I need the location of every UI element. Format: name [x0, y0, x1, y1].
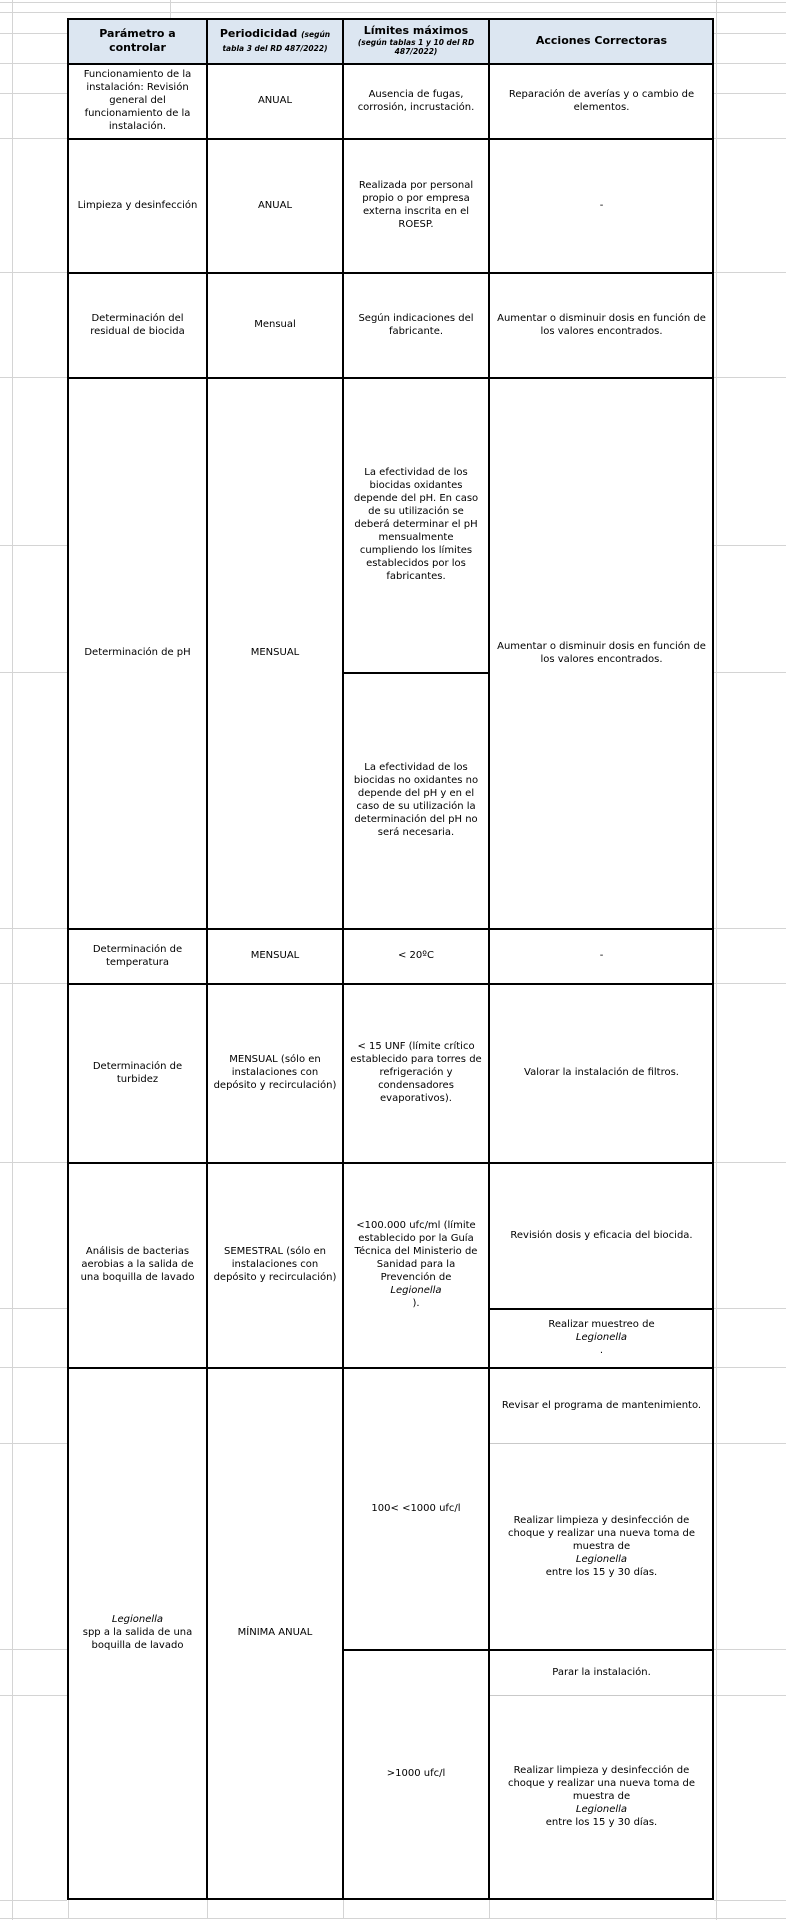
header-parametro	[68, 18, 207, 63]
table-border-vertical	[67, 18, 69, 1900]
sheet-gridline	[714, 377, 786, 378]
cell-temperatura-period: MENSUAL	[207, 928, 343, 983]
table-border-horizontal	[67, 377, 714, 379]
table-border-horizontal	[67, 928, 714, 930]
cell-residual-param: Determinación del residual de biocida	[68, 272, 207, 377]
cell-divider	[490, 1443, 712, 1444]
cell-funcionamiento-period: ANUAL	[207, 63, 343, 138]
cell-turbidez-limit: < 15 UNF (límite crítico establecido para torres de refrigeración y condensadores evaporativos).	[343, 983, 489, 1162]
sheet-gridline	[714, 928, 786, 929]
table-border-horizontal	[67, 18, 714, 20]
sheet-gridline	[716, 0, 717, 1920]
table-border-vertical	[206, 18, 208, 1900]
table-border-horizontal	[67, 1162, 714, 1164]
cell-residual-period: Mensual	[207, 272, 343, 377]
sheet-gridline	[0, 1162, 67, 1163]
cell-funcionamiento-action: Reparación de averías y o cambio de elementos.	[489, 63, 714, 138]
sheet-gridline	[714, 672, 786, 673]
sheet-gridline	[0, 33, 67, 34]
sheet-gridline	[0, 1900, 67, 1901]
sheet-gridline	[0, 545, 67, 546]
header-periodicidad-note: (según tabla 3 del RD 487/2022)	[222, 29, 331, 53]
sheet-gridline	[714, 272, 786, 273]
table-border-horizontal	[67, 983, 714, 985]
cell-aerobias-limit: <100.000 ufc/ml (límite establecido por la Guía Técnica del Ministerio de Sanidad para la Prevención de Legionella ).	[343, 1162, 489, 1367]
sheet-gridline	[714, 1308, 786, 1309]
sheet-gridline	[0, 1443, 67, 1444]
header-periodicidad	[207, 18, 343, 63]
cell-limpieza-period: ANUAL	[207, 138, 343, 272]
sheet-gridline	[0, 272, 67, 273]
sheet-gridline	[0, 1308, 67, 1309]
cell-turbidez-period: MENSUAL (sólo en instalaciones con depósito y recirculación)	[207, 983, 343, 1162]
cell-legionella-action-parar: Parar la instalación.	[489, 1649, 714, 1695]
sheet-gridline	[714, 1162, 786, 1163]
sheet-gridline	[0, 12, 786, 13]
cell-ph-action: Aumentar o disminuir dosis en función de los valores encontrados.	[489, 377, 714, 928]
sheet-gridline	[170, 0, 171, 18]
cell-limpieza-param: Limpieza y desinfección	[68, 138, 207, 272]
cell-ph-param: Determinación de pH	[68, 377, 207, 928]
cell-aerobias-action-muestreo: Realizar muestreo de Legionella .	[489, 1308, 714, 1367]
cell-legionella-limit-100-1000: 100< <1000 ufc/l	[343, 1367, 489, 1649]
cell-ph-limit-oxidantes: La efectividad de los biocidas oxidantes depende del pH. En caso de su utilización se deberá determinar el pH mensualmente cumpliendo los límites establecidos por los fabricantes.	[343, 377, 489, 672]
sheet-gridline	[0, 377, 67, 378]
cell-legionella-action-limpieza-1: Realizar limpieza y desinfección de choque y realizar una nueva toma de muestra de Legionella entre los 15 y 30 días.	[489, 1443, 714, 1649]
sheet-gridline	[343, 1900, 344, 1918]
sheet-gridline	[714, 93, 786, 94]
sheet-gridline	[714, 1443, 786, 1444]
table-border-horizontal	[488, 1308, 714, 1310]
sheet-gridline	[0, 63, 67, 64]
header-periodicidad-label: Periodicidad	[219, 26, 298, 40]
sheet-gridline	[714, 545, 786, 546]
cell-turbidez-param: Determinación de turbidez	[68, 983, 207, 1162]
header-limites	[343, 18, 489, 63]
cell-legionella-limit-1000: >1000 ufc/l	[343, 1649, 489, 1898]
table-border-horizontal	[67, 272, 714, 274]
cell-limpieza-action: -	[489, 138, 714, 272]
cell-legionella-param: Legionella spp a la salida de una boquilla de lavado	[68, 1367, 207, 1898]
cell-residual-limit: Según indicaciones del fabricante.	[343, 272, 489, 377]
cell-ph-limit-no-oxidantes: La efectividad de los biocidas no oxidantes no depende del pH y en el caso de su utilización la determinación del pH no será necesaria.	[343, 672, 489, 928]
sheet-gridline	[714, 1695, 786, 1696]
cell-turbidez-action: Valorar la instalación de filtros.	[489, 983, 714, 1162]
sheet-gridline	[0, 138, 67, 139]
header-limites-note: (según tablas 1 y 10 del RD 487/2022)	[357, 38, 475, 57]
sheet-gridline	[68, 1900, 69, 1918]
cell-legionella-action-limpieza-2: Realizar limpieza y desinfección de choque y realizar una nueva toma de muestra de Legionella entre los 15 y 30 días.	[489, 1695, 714, 1898]
cell-divider	[490, 1695, 712, 1696]
cell-funcionamiento-param: Funcionamiento de la instalación: Revisión general del funcionamiento de la instalación.	[68, 63, 207, 138]
table-border-horizontal	[67, 138, 714, 140]
sheet-gridline	[714, 33, 786, 34]
table-border-horizontal	[342, 1649, 714, 1651]
cell-limpieza-limit: Realizada por personal propio o por empresa externa inscrita en el ROESP.	[343, 138, 489, 272]
sheet-gridline	[0, 93, 67, 94]
cell-aerobias-action-revision: Revisión dosis y eficacia del biocida.	[489, 1162, 714, 1308]
table-border-horizontal	[67, 1898, 714, 1900]
header-periodicidad-wrap	[213, 27, 337, 55]
sheet-gridline	[0, 1918, 786, 1919]
table-border-horizontal	[342, 672, 490, 674]
table-border-horizontal	[67, 1367, 714, 1369]
sheet-gridline	[714, 1900, 786, 1901]
header-parametro-label: Parámetro a controlar	[99, 26, 176, 54]
sheet-gridline	[12, 0, 13, 1920]
table-border-vertical	[488, 18, 490, 1900]
sheet-gridline	[0, 1695, 67, 1696]
header-acciones	[489, 18, 714, 63]
table-border-horizontal	[67, 63, 714, 65]
header-acciones-label: Acciones Correctoras	[535, 33, 668, 47]
sheet-gridline	[714, 1649, 786, 1650]
cell-temperatura-action: -	[489, 928, 714, 983]
sheet-gridline	[0, 1367, 67, 1368]
sheet-gridline	[714, 138, 786, 139]
cell-temperatura-param: Determinación de temperatura	[68, 928, 207, 983]
sheet-gridline	[0, 672, 67, 673]
cell-aerobias-period: SEMESTRAL (sólo en instalaciones con depósito y recirculación)	[207, 1162, 343, 1367]
cell-ph-period: MENSUAL	[207, 377, 343, 928]
sheet-gridline	[0, 928, 67, 929]
cell-residual-action: Aumentar o disminuir dosis en función de los valores encontrados.	[489, 272, 714, 377]
header-limites-label: Límites máximos	[363, 24, 469, 38]
sheet-gridline	[714, 983, 786, 984]
sheet-gridline	[0, 2, 786, 3]
cell-legionella-period: MÍNIMA ANUAL	[207, 1367, 343, 1898]
sheet-gridline	[714, 63, 786, 64]
sheet-gridline	[0, 1649, 67, 1650]
cell-temperatura-limit: < 20ºC	[343, 928, 489, 983]
cell-funcionamiento-limit: Ausencia de fugas, corrosión, incrustación.	[343, 63, 489, 138]
sheet-gridline	[0, 983, 67, 984]
sheet-gridline	[489, 1900, 490, 1918]
cell-legionella-action-revisar: Revisar el programa de mantenimiento.	[489, 1367, 714, 1443]
sheet-gridline	[207, 1900, 208, 1918]
cell-aerobias-param: Análisis de bacterias aerobias a la salida de una boquilla de lavado	[68, 1162, 207, 1367]
table-border-vertical	[342, 18, 344, 1900]
table-border-vertical	[712, 18, 714, 1900]
sheet-gridline	[714, 1367, 786, 1368]
